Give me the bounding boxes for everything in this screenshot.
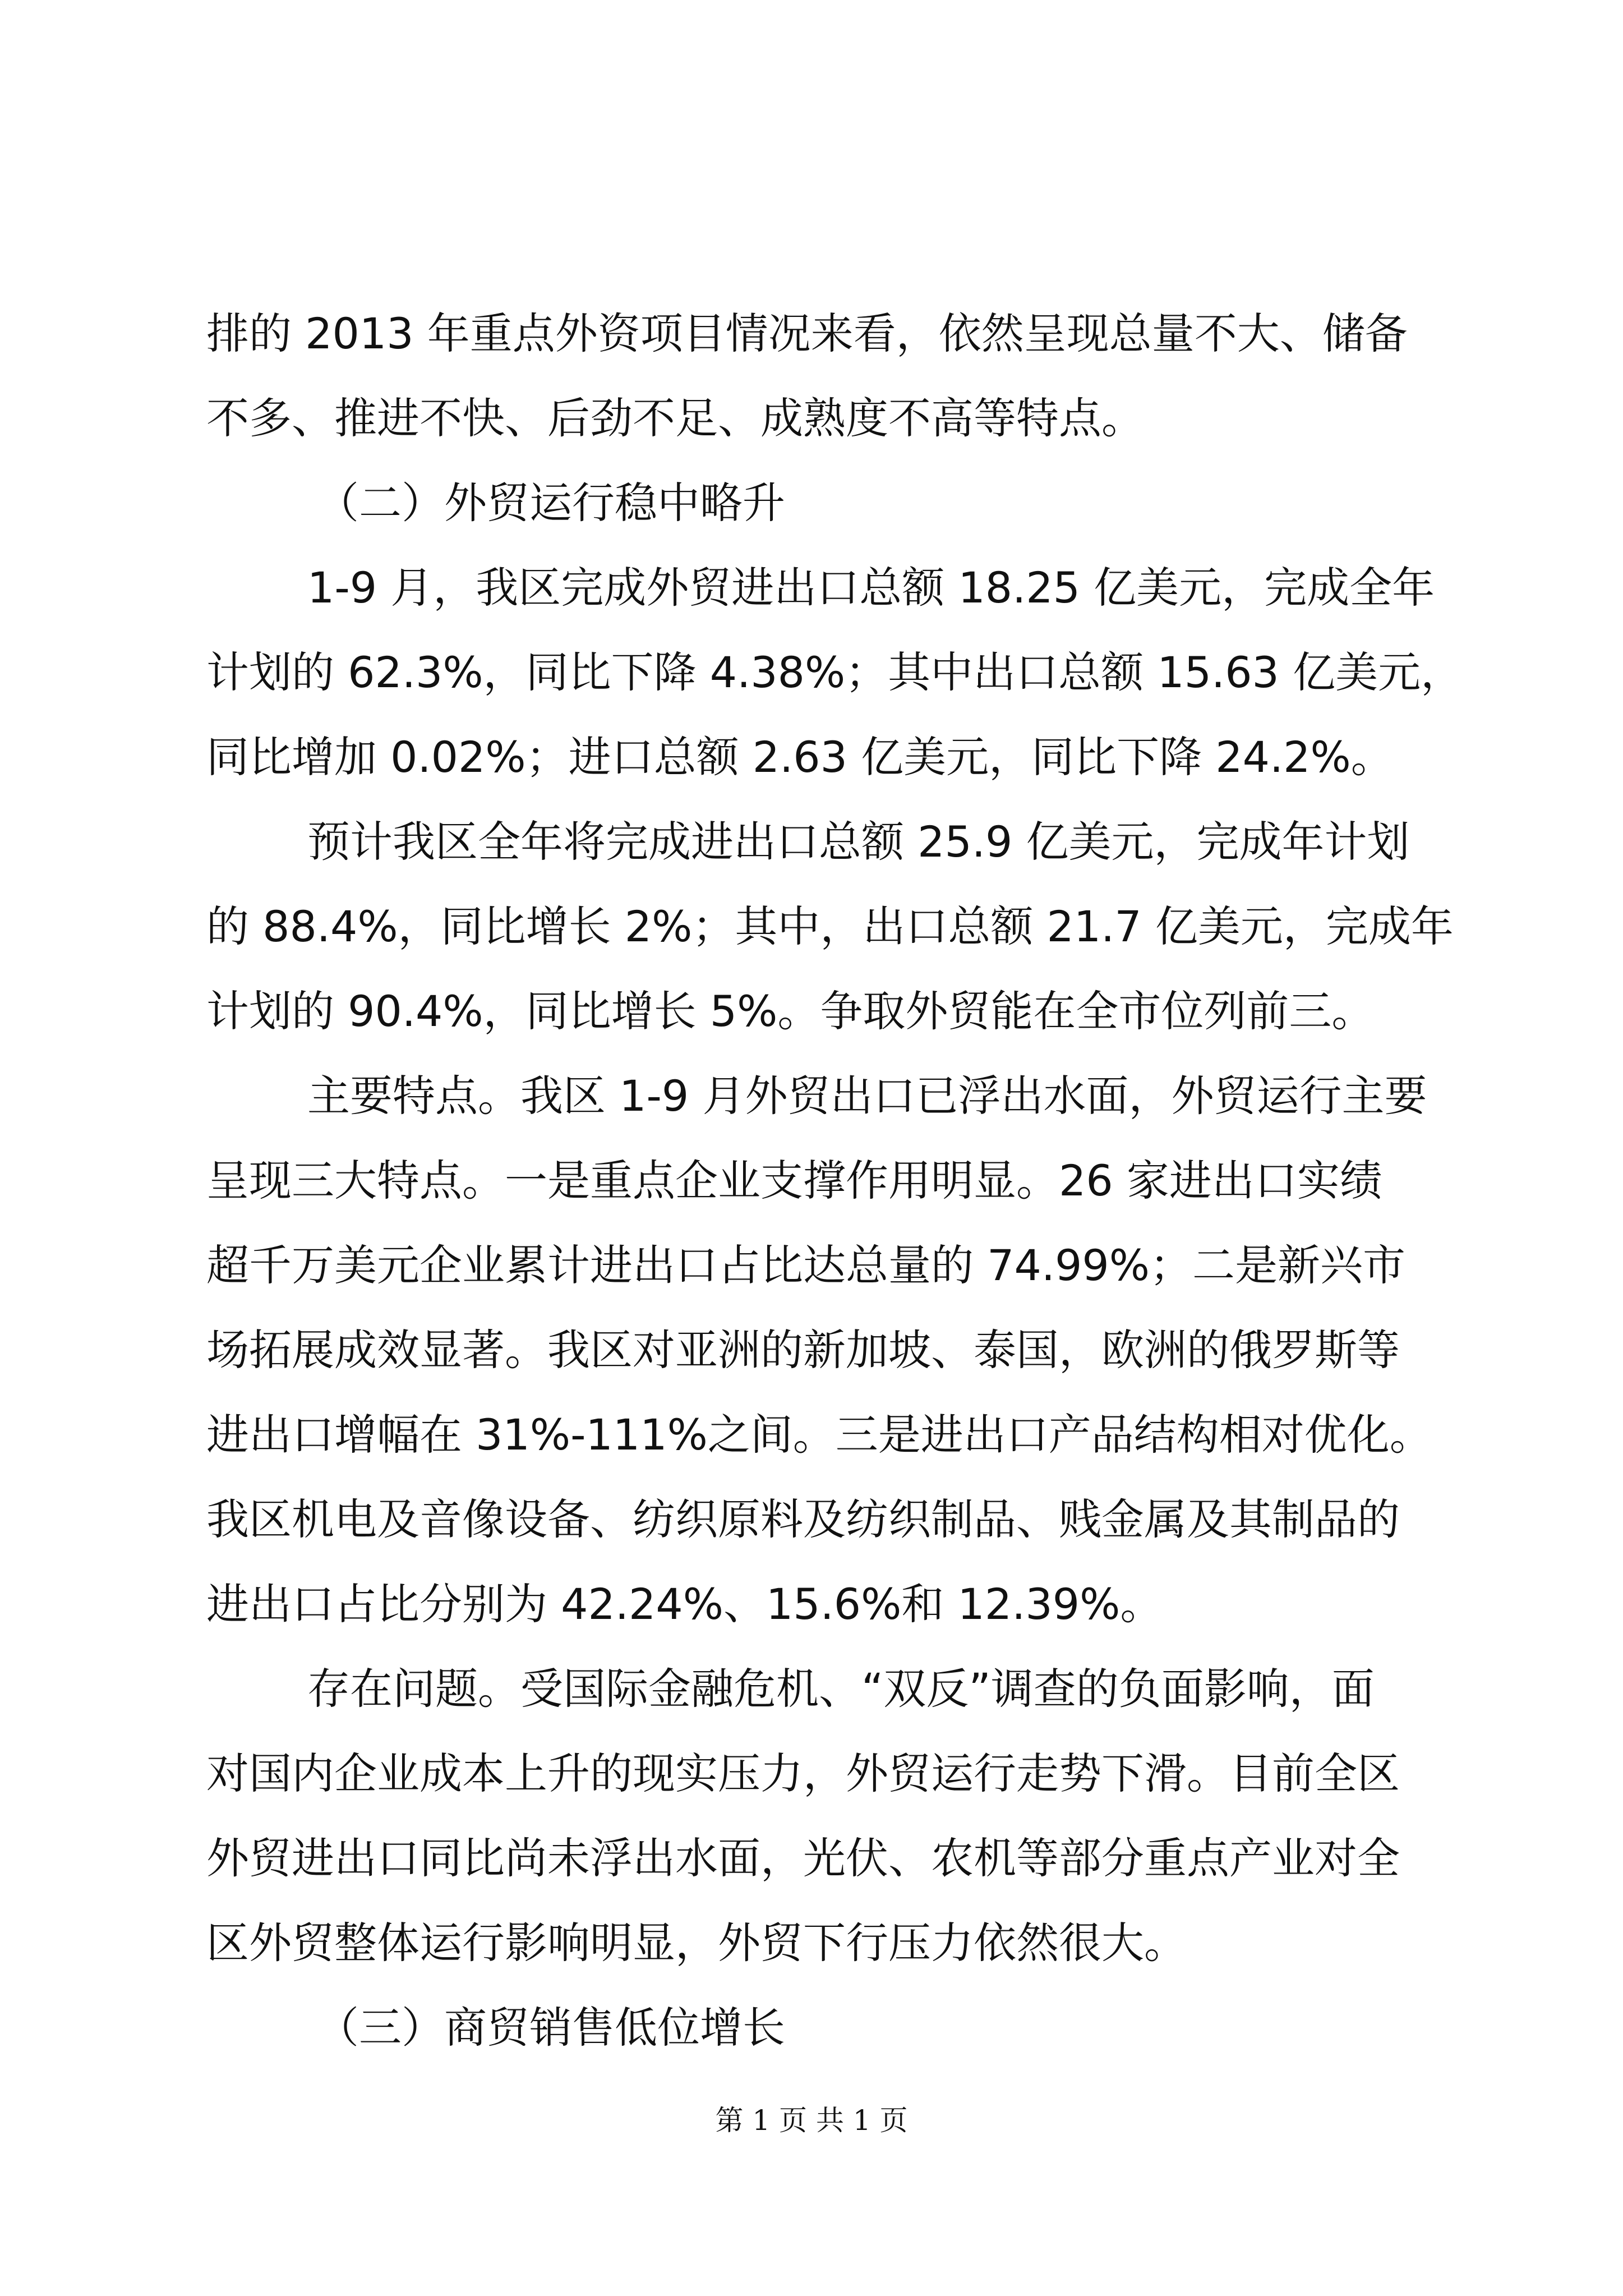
text-line: 区外贸整体运行影响明显，外贸下行压力依然很大。 bbox=[206, 1918, 1187, 1968]
text-line: 进出口占比分别为 42.24%、15.6%和 12.39%。 bbox=[206, 1579, 1163, 1629]
section-heading: （三）商贸销售低位增长 bbox=[316, 2003, 785, 2053]
text-line: 排的 2013 年重点外资项目情况来看，依然呈现总量不大、储备 bbox=[206, 309, 1408, 358]
text-line: 呈现三大特点。一是重点企业支撑作用明显。26 家进出口实绩 bbox=[206, 1156, 1382, 1205]
section-heading: （二）外贸运行稳中略升 bbox=[316, 478, 785, 528]
text-line: 进出口增幅在 31%-111%之间。三是进出口产品结构相对优化。 bbox=[206, 1410, 1432, 1460]
text-line: 1-9 月，我区完成外贸进出口总额 18.25 亿美元，完成全年 bbox=[307, 563, 1435, 613]
text-line: 我区机电及音像设备、纺织原料及纺织制品、贱金属及其制品的 bbox=[206, 1494, 1400, 1544]
text-line: 主要特点。我区 1-9 月外贸出口已浮出水面，外贸运行主要 bbox=[307, 1071, 1427, 1121]
text-line: 超千万美元企业累计进出口占比达总量的 74.99%；二是新兴市 bbox=[206, 1240, 1405, 1290]
text-line: 的 88.4%，同比增长 2%；其中，出口总额 21.7 亿美元，完成年 bbox=[206, 901, 1454, 951]
text-line: 预计我区全年将完成进出口总额 25.9 亿美元，完成年计划 bbox=[307, 817, 1410, 867]
text-line: 对国内企业成本上升的现实压力，外贸运行走势下滑。目前全区 bbox=[206, 1749, 1400, 1798]
text-line: 同比增加 0.02%；进口总额 2.63 亿美元，同比下降 24.2%。 bbox=[206, 732, 1394, 782]
page-footer: 第 1 页 共 1 页 bbox=[715, 2104, 908, 2137]
text-line: 外贸进出口同比尚未浮出水面，光伏、农机等部分重点产业对全 bbox=[206, 1833, 1400, 1883]
text-line: 计划的 90.4%，同比增长 5%。争取外贸能在全市位列前三。 bbox=[206, 986, 1375, 1036]
text-line: 计划的 62.3%，同比下降 4.38%；其中出口总额 15.63 亿美元， bbox=[206, 647, 1464, 697]
text-line: 不多、推进不快、后劲不足、成熟度不高等特点。 bbox=[206, 393, 1144, 443]
text-line: 存在问题。受国际金融危机、“双反”调查的负面影响，面 bbox=[307, 1664, 1375, 1714]
text-line: 场拓展成效显著。我区对亚洲的新加坡、泰国，欧洲的俄罗斯等 bbox=[206, 1325, 1400, 1375]
